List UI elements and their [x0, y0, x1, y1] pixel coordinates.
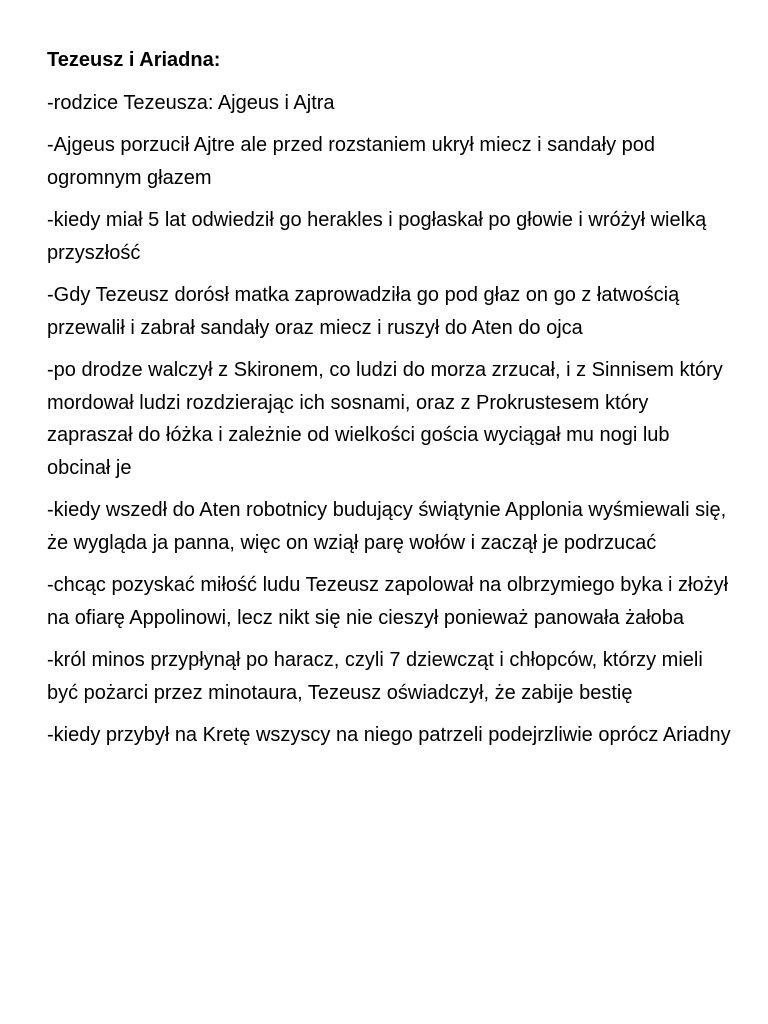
paragraph-bull-hunt: -chcąc pozyskać miłość ludu Tezeusz zapolował na olbrzymiego byka i złożył na ofiarę Appolinowi, lecz nikt się nie cieszył ponieważ panowała żałoba	[47, 574, 729, 629]
paragraph-herakles-visit: -kiedy miał 5 lat odwiedził go herakles i pogłaskał po głowie i wróżył wielką przyszłość	[47, 209, 707, 264]
document-title: Tezeusz i Ariadna:	[47, 49, 221, 71]
paragraph-crete-arrival: -kiedy przybył na Kretę wszyscy na niego patrzeli podejrzliwie oprócz Ariadny	[47, 724, 731, 746]
paragraph-journey-battles: -po drodze walczył z Skironem, co ludzi do morza zrzucał, i z Sinnisem który mordował ludzi rozdzierając ich sosnami, oraz z Prokrustesem który zapraszał do łóżka i zależnie od wielkości gościa wyciągał mu nogi lub obcinał je	[47, 359, 723, 479]
paragraph-hidden-sword: -Ajgeus porzucił Ajtre ale przed rozstaniem ukrył miecz i sandały pod ogromnym głazem	[47, 134, 656, 189]
paragraph-king-minos: -król minos przypłynął po haracz, czyli 7 dziewcząt i chłopców, którzy mieli być pożarci przez minotaura, Tezeusz oświadczył, że zabije bestię	[47, 649, 703, 704]
paragraph-lifting-stone: -Gdy Tezeusz dorósł matka zaprowadziła go pod głaz on go z łatwością przewalił i zabrał sandały oraz miecz i ruszył do Aten do ojca	[47, 284, 680, 339]
document-body	[47, 44, 737, 762]
paragraph-arrival-athens: -kiedy wszedł do Aten robotnicy budujący świątynie Applonia wyśmiewali się, że wygląda ja panna, więc on wziął parę wołów i zaczął je podrzucać	[47, 499, 727, 554]
paragraph-parents: -rodzice Tezeusza: Ajgeus i Ajtra	[47, 91, 335, 114]
